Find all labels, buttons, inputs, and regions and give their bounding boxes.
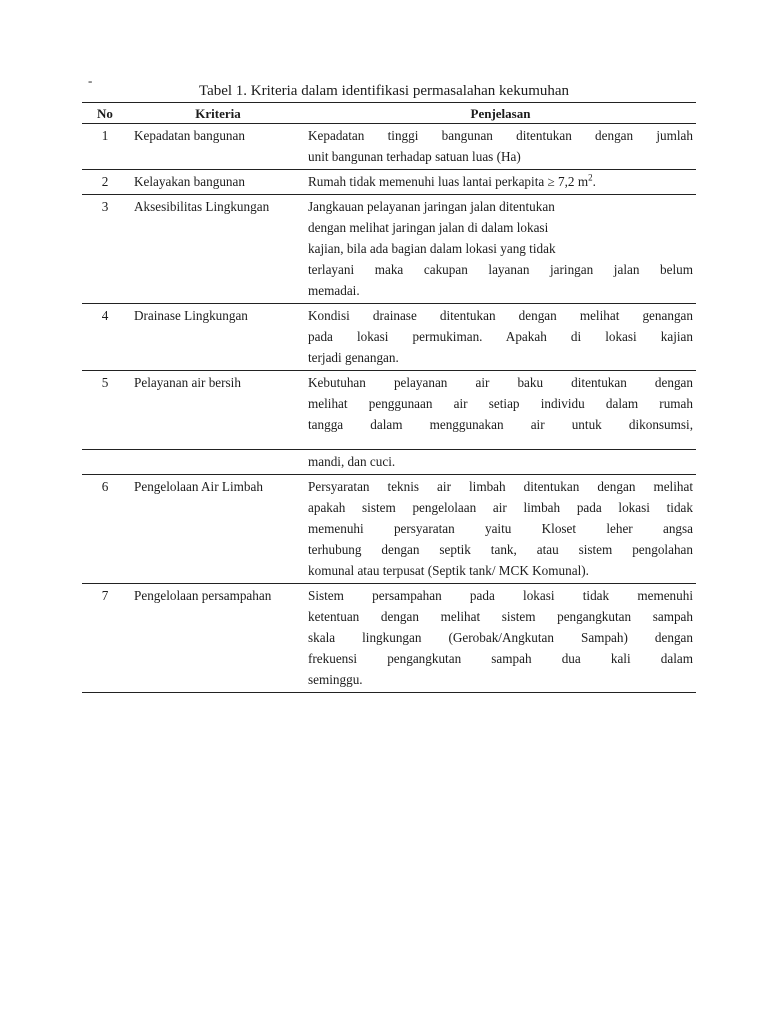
penjelasan-line: memadai. [308, 283, 360, 298]
row-penjelasan [308, 584, 696, 693]
penjelasan-line: seminggu. [308, 672, 363, 687]
area-unit-superscript: 2 [588, 172, 593, 183]
penjelasan-line: Kepadatan tinggi bangunan ditentukan dengan jumlah [308, 128, 693, 143]
penjelasan-suffix: . [592, 174, 596, 189]
page-dash: - [88, 73, 93, 88]
row-penjelasan [308, 124, 696, 170]
page-break-cell [82, 437, 696, 450]
row-number: 3 [82, 195, 128, 304]
penjelasan-line: Kebutuhan pelayanan air baku ditentukan dengan [308, 375, 693, 390]
penjelasan-line: apakah sistem pengelolaan air limbah pada lokasi tidak [308, 500, 693, 515]
penjelasan-line: ketentuan dengan melihat sistem pengangkutan sampah [308, 609, 693, 624]
row-penjelasan [308, 170, 696, 195]
penjelasan-line: skala lingkungan (Gerobak/Angkutan Sampah) dengan [308, 630, 693, 645]
penjelasan-line: kajian, bila ada bagian dalam lokasi yang tidak [308, 241, 556, 256]
penjelasan-line: melihat penggunaan air setiap individu dalam rumah [308, 396, 693, 411]
row-kriteria: Pengelolaan Air Limbah [128, 475, 308, 584]
continuation-kriteria-cell [128, 450, 308, 475]
row-kriteria: Kepadatan bangunan [128, 124, 308, 170]
table-row [82, 195, 696, 304]
header-no: No [82, 103, 128, 124]
penjelasan-line: unit bangunan terhadap satuan luas (Ha) [308, 149, 521, 164]
page-break-gap [82, 437, 696, 450]
row-number: 4 [82, 304, 128, 371]
penjelasan-line: tangga dalam menggunakan air untuk dikonsumsi, [308, 417, 693, 432]
table-row [82, 371, 696, 438]
row-number: 6 [82, 475, 128, 584]
penjelasan-line: Jangkauan pelayanan jaringan jalan ditentukan [308, 199, 555, 214]
row-number: 1 [82, 124, 128, 170]
row-kriteria: Pelayanan air bersih [134, 375, 241, 390]
header-penjelasan: Penjelasan [308, 103, 696, 124]
table-row [82, 475, 696, 584]
table-row [82, 304, 696, 371]
penjelasan-line: memenuhi persyaratan yaitu Kloset leher angsa [308, 521, 693, 536]
criteria-table [82, 102, 696, 693]
table-header-row [82, 103, 696, 124]
row-kriteria: Pengelolaan persampahan [128, 584, 308, 693]
penjelasan-line: komunal atau terpusat (Septik tank/ MCK Komunal). [308, 563, 589, 578]
row-penjelasan [308, 371, 696, 438]
penjelasan-line [308, 171, 693, 192]
row-kriteria: Aksesibilitas Lingkungan [128, 195, 308, 304]
row-kriteria: Drainase Lingkungan [128, 304, 308, 371]
row-number: 2 [82, 170, 128, 195]
penjelasan-line: Persyaratan teknis air limbah ditentukan dengan melihat [308, 479, 693, 494]
row-penjelasan [308, 195, 696, 304]
penjelasan-line: terhubung dengan septik tank, atau sistem pengolahan [308, 542, 693, 557]
penjelasan-line: dengan melihat jaringan jalan di dalam lokasi [308, 220, 549, 235]
penjelasan-line: Kondisi drainase ditentukan dengan melihat genangan [308, 308, 693, 323]
row-number: 5 [101, 375, 109, 390]
table-caption: Tabel 1. Kriteria dalam identifikasi permasalahan kekumuhan [198, 83, 570, 99]
table-row [82, 584, 696, 693]
penjelasan-line: pada lokasi permukiman. Apakah di lokasi kajian [308, 329, 693, 344]
row-number: 7 [82, 584, 128, 693]
penjelasan-line: terjadi genangan. [308, 350, 399, 365]
penjelasan-line: mandi, dan cuci. [308, 454, 396, 469]
header-kriteria: Kriteria [128, 103, 308, 124]
row-penjelasan [308, 475, 696, 584]
table-row-continuation [82, 450, 696, 475]
penjelasan-line: frekuensi pengangkutan sampah dua kali dalam [308, 651, 693, 666]
table-row [82, 170, 696, 195]
penjelasan-line: terlayani maka cakupan layanan jaringan jalan belum [308, 262, 693, 277]
continuation-no-cell [82, 450, 128, 475]
penjelasan-text: Rumah tidak memenuhi luas lantai perkapita ≥ 7,2 m [308, 174, 589, 189]
penjelasan-line: Sistem persampahan pada lokasi tidak memenuhi [308, 588, 693, 603]
row-penjelasan [308, 450, 696, 475]
row-penjelasan [308, 304, 696, 371]
row-kriteria: Kelayakan bangunan [128, 170, 308, 195]
table-row [82, 124, 696, 170]
